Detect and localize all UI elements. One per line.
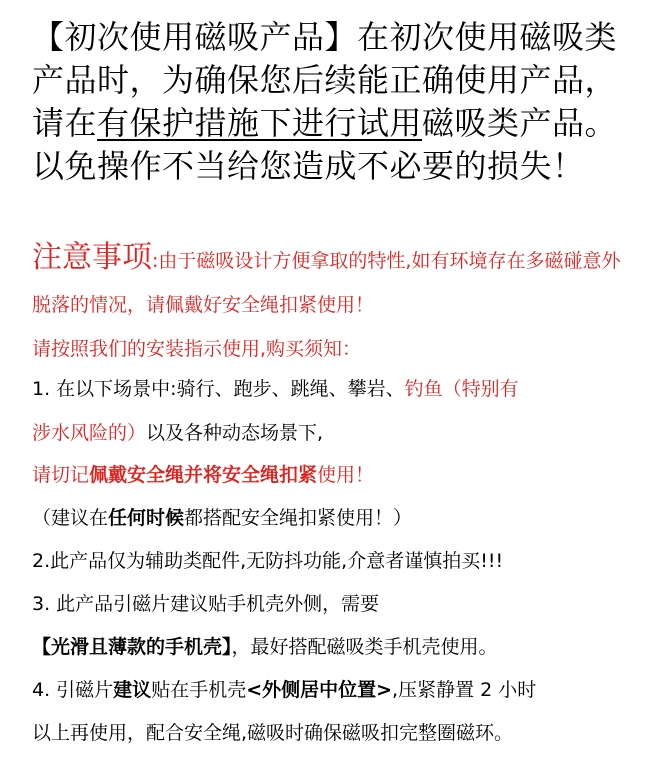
- notice-text: :由于磁吸设计方便拿取的特性,如有环境存在多磁碰意外脱落的情况，请佩戴好安全绳扣紧使用！: [32, 250, 621, 316]
- item-3-rest: ，最好搭配磁吸类手机壳使用。: [231, 636, 498, 658]
- item-3-line-2: [32, 632, 498, 659]
- item-1-fishing: 钓鱼（特别有: [404, 378, 519, 400]
- item-4-line-1: [32, 675, 536, 702]
- item-1-scenes: 1. 在以下场景中:骑行、跑步、跳绳、攀岩、: [32, 378, 405, 400]
- first-use-intro: [32, 16, 622, 188]
- intro-text-1: 【初次使用磁吸产品】在初次使用磁吸类产品时，为确保您后续能正确使用产品，请在: [32, 18, 618, 142]
- item-2: 2.此产品仅为辅助类配件,无防抖功能,介意者谨慎拍买!!!: [32, 550, 504, 572]
- intro-underlined-text: 有保护措施下进行试用: [97, 104, 423, 142]
- item-1-dynamic: 以及各种动态场景下,: [146, 422, 324, 444]
- item-1-line-1: [32, 374, 519, 401]
- notice-heading: 注意事项: [32, 240, 152, 275]
- item-4-e: ,压紧静置 2 小时: [392, 679, 537, 701]
- safety-notice: [32, 236, 622, 327]
- item-4-bold-1: 建议: [113, 679, 152, 701]
- item-4-line-2: 以上再使用，配合安全绳,磁吸时确保磁吸扣完整圈磁环。: [32, 722, 514, 744]
- warning-prefix: 请切记: [32, 464, 90, 486]
- item-3-line-1: 3. 此产品引磁片建议贴手机壳外侧，需要: [32, 593, 380, 615]
- item-3-bold: 【光滑且薄款的手机壳】: [32, 636, 232, 658]
- instructions-title: 请按照我们的安装指示使用,购买须知：: [32, 338, 362, 360]
- note-bold: 任何时候: [108, 507, 185, 529]
- note-suffix: 都搭配安全绳扣紧使用！）: [184, 507, 413, 529]
- note-prefix: （建议在: [32, 507, 109, 529]
- item-4-c: 贴在手机壳: [151, 679, 247, 701]
- item-4-a: 4. 引磁片: [32, 679, 114, 701]
- warning-bold: 佩戴安全绳并将安全绳扣紧: [89, 464, 318, 486]
- warning-suffix: 使用！: [317, 464, 375, 486]
- item-4-bold-2: <外侧居中位置>: [246, 679, 393, 701]
- item-1-note: [32, 503, 412, 530]
- intro-text-2: 磁吸类产品。以免操作不当给您造成不必要的损失！: [32, 104, 618, 185]
- item-1-warning: [32, 460, 374, 487]
- item-1-line-2: [32, 418, 323, 445]
- item-1-water-risk: 涉水风险的）: [32, 422, 147, 444]
